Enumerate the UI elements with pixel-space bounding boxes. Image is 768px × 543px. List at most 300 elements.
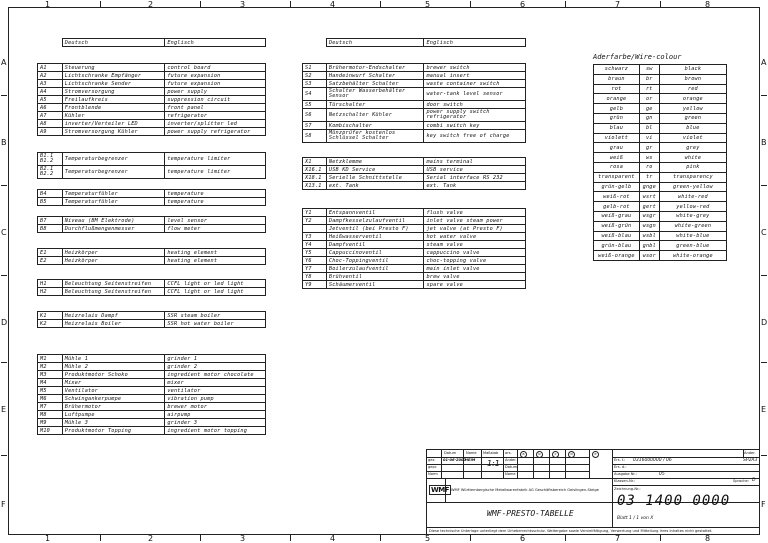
colour-code-cell: vi [639, 133, 659, 143]
row-letter: C [761, 228, 767, 237]
table-row [303, 109, 526, 122]
tb-rev-aender: Änder. [505, 458, 517, 462]
tb-ausgabe-label: Ausgabe Nr.: [614, 472, 637, 476]
english-cell: brew valve [424, 273, 526, 281]
tb-header-massstab: Maßstab [483, 451, 499, 455]
frame-tick [761, 95, 767, 96]
revision-circle: d [568, 451, 575, 458]
table-row [303, 101, 526, 109]
frame-tick [761, 185, 767, 186]
table-row [38, 288, 266, 296]
colour-code-cell: wsgr [639, 211, 659, 221]
frame-tick [200, 535, 201, 541]
english-cell: vibration pump [165, 395, 266, 403]
english-cell: ingredient motor topping [165, 427, 266, 435]
table-row [38, 198, 266, 206]
table-row [38, 419, 266, 427]
column-number-bottom: 5 [425, 534, 431, 543]
ref-code-cell: H1 [38, 280, 63, 288]
table-row [303, 122, 526, 130]
frame-tick [1, 95, 7, 96]
ref-code-cell: A9 [38, 128, 63, 136]
english-cell: heating element [165, 257, 266, 265]
frame-tick [1, 455, 7, 456]
column-number-bottom: 2 [148, 534, 154, 543]
colour-code-cell: gert [639, 202, 659, 212]
header-spacer [303, 39, 327, 47]
ref-code-cell: M2 [38, 363, 63, 371]
english-cell: jet valve (at Presto F) [424, 225, 526, 233]
colour-english-cell: yellow [659, 104, 726, 114]
colour-code-cell: wsgn [639, 221, 659, 231]
colour-english-cell: white-blue [659, 231, 726, 241]
tb-serial: SP2A3 [743, 458, 758, 463]
ref-code-cell: B7 [38, 217, 63, 225]
wire-colour-table [593, 64, 727, 261]
frame-tick [1, 362, 7, 363]
german-cell: Produktmotor Topping [62, 427, 165, 435]
table-row [38, 371, 266, 379]
colour-row [594, 162, 727, 172]
ref-code-cell: M9 [38, 419, 63, 427]
colour-german-cell: grün-blau [594, 241, 640, 251]
german-cell: Brühermotor [62, 403, 165, 411]
colour-row [594, 231, 727, 241]
german-cell: USB KD Service [326, 166, 424, 174]
frame-tick [470, 1, 471, 7]
colour-code-cell: bl [639, 123, 659, 133]
colour-code-cell: wsrt [639, 192, 659, 202]
tb-ers-d-label: Ers. d.: [614, 465, 627, 469]
table-row [303, 182, 526, 190]
table-row [38, 320, 266, 328]
header-spacer [38, 39, 63, 47]
ref-code-cell: Y6 [303, 257, 327, 265]
colour-code-cell: gr [639, 143, 659, 153]
english-cell: ingredient motor chocolate [165, 371, 266, 379]
english-cell: grinder 3 [165, 419, 266, 427]
ref-code-cell: A4 [38, 88, 63, 96]
english-cell: inlet valve steam power [424, 217, 526, 225]
ref-code-cell: S1 [303, 64, 327, 72]
column-number-top: 4 [330, 0, 336, 9]
column-number-top: 2 [148, 0, 154, 9]
colour-row [594, 84, 727, 94]
revision-circle: c [552, 451, 559, 458]
middle-component-table [302, 38, 526, 289]
german-cell: Cappuccinoventil [326, 249, 424, 257]
german-cell: Lichtschranke Empfänger [62, 72, 165, 80]
tb-rev-name: Name [505, 472, 516, 476]
ref-code-cell: M1 [38, 355, 63, 363]
table-header-row [303, 39, 526, 47]
colour-row [594, 251, 727, 261]
colour-code-cell: gn [639, 113, 659, 123]
colour-english-cell: violet [659, 133, 726, 143]
table-row [303, 273, 526, 281]
ref-code-cell: X16.1 [303, 166, 327, 174]
table-row [38, 411, 266, 419]
english-cell: door switch [424, 101, 526, 109]
frame-tick [660, 1, 661, 7]
group-spacer [38, 206, 266, 217]
ref-code-cell: M3 [38, 371, 63, 379]
ref-code-cell: X1 [303, 158, 327, 166]
colour-german-cell: weiß [594, 153, 640, 163]
tb-klasse-label: Klassen-Nr.: [614, 479, 636, 483]
colour-row [594, 182, 727, 192]
revision-circle: a [520, 451, 527, 458]
german-cell: Luftpumpe [62, 411, 165, 419]
german-cell: Münzprüfer kostenlos Schlüssel Schalter [326, 130, 424, 143]
table-row [38, 128, 266, 136]
colour-german-cell: rot [594, 84, 640, 94]
table-row [38, 64, 266, 72]
colour-german-cell: grün-gelb [594, 182, 640, 192]
german-cell: Beleuchtung Seitenstreifen [62, 288, 165, 296]
column-number-bottom: 6 [520, 534, 526, 543]
german-cell: Heizrelais Boiler [62, 320, 165, 328]
frame-tick [565, 1, 566, 7]
english-cell: temperature [165, 198, 266, 206]
frame-tick [100, 535, 101, 541]
ref-code-cell: E1 [38, 249, 63, 257]
table-row [38, 72, 266, 80]
ref-code-cell: A8 [38, 120, 63, 128]
colour-row [594, 123, 727, 133]
english-cell: water-tank level sensor [424, 88, 526, 101]
column-header: Deutsch [326, 39, 424, 47]
colour-english-cell: orange [659, 94, 726, 104]
german-cell: Durchflußmengenmesser [62, 225, 165, 233]
tb-row-gepr: gepr. [428, 465, 438, 469]
german-cell: Türschalter [326, 101, 424, 109]
colour-english-cell: red [659, 84, 726, 94]
colour-german-cell: weiß-orange [594, 251, 640, 261]
ref-code-cell: Y3 [303, 233, 327, 241]
row-letter: B [1, 138, 7, 147]
row-letter: B [761, 138, 767, 147]
english-cell: SSR steam boiler [165, 312, 266, 320]
colour-row [594, 104, 727, 114]
table-row [38, 96, 266, 104]
german-cell: Schäumerventil [326, 281, 424, 289]
colour-german-cell: rosa [594, 162, 640, 172]
colour-english-cell: brown [659, 74, 726, 84]
ref-code-cell: A6 [38, 104, 63, 112]
tb-row-norm: Norm [428, 472, 438, 476]
colour-german-cell: weiß-grau [594, 211, 640, 221]
table-row [303, 281, 526, 289]
colour-german-cell: gelb [594, 104, 640, 114]
tb-aender-label: Änder. [744, 451, 756, 455]
colour-code-cell: rt [639, 84, 659, 94]
german-cell: Temperaturfühler [62, 190, 165, 198]
english-cell: temperature [165, 190, 266, 198]
german-cell: Lichtschranke Sender [62, 80, 165, 88]
group-spacer [38, 136, 266, 153]
column-number-bottom: 3 [240, 534, 246, 543]
german-cell: Mühle 1 [62, 355, 165, 363]
frame-tick [761, 275, 767, 276]
colour-german-cell: weiß-rot [594, 192, 640, 202]
ref-code-cell: M10 [38, 427, 63, 435]
english-cell: hot water valve [424, 233, 526, 241]
tb-title: WMF-PRESTO-TABELLE [487, 509, 574, 518]
table-row [303, 257, 526, 265]
table-row [38, 257, 266, 265]
colour-english-cell: white-grey [659, 211, 726, 221]
english-cell: ext. Tank [424, 182, 526, 190]
german-cell: Jetventil (bei Presto F) [326, 225, 424, 233]
ref-code-cell: B1.1 B1.2 [38, 153, 63, 166]
column-number-bottom: 7 [615, 534, 621, 543]
ref-code-cell [303, 225, 327, 233]
english-cell: flow meter [165, 225, 266, 233]
english-cell: future expansion [165, 80, 266, 88]
frame-tick [200, 1, 201, 7]
english-cell: temperature limiter [165, 166, 266, 179]
colour-row [594, 241, 727, 251]
table-row [38, 80, 266, 88]
german-cell: Handeinwurf Schalter [326, 72, 424, 80]
english-cell: cappuccino valve [424, 249, 526, 257]
colour-english-cell: black [659, 65, 726, 75]
table-row [303, 130, 526, 143]
colour-code-cell: br [639, 74, 659, 84]
german-cell: Mixer [62, 379, 165, 387]
german-cell: Serielle Schnittstelle [326, 174, 424, 182]
ref-code-cell: E2 [38, 257, 63, 265]
ref-code-cell: Y9 [303, 281, 327, 289]
colour-row [594, 153, 727, 163]
table-row [38, 427, 266, 435]
table-row [38, 387, 266, 395]
german-cell: Temperaturbegrenzer [62, 153, 165, 166]
ref-code-cell: A7 [38, 112, 63, 120]
german-cell: Steuerung [62, 64, 165, 72]
german-cell: inverter/Verteiler LED [62, 120, 165, 128]
english-cell: main inlet valve [424, 265, 526, 273]
english-cell: temperature limiter [165, 153, 266, 166]
colour-row [594, 192, 727, 202]
tb-zeichnung-label: Zeichnung-Nr.: [614, 487, 641, 491]
german-cell: Brühventil [326, 273, 424, 281]
ref-code-cell: S8 [303, 130, 327, 143]
german-cell: Produktmotor Schoko [62, 371, 165, 379]
ref-code-cell: Y2 [303, 217, 327, 225]
colour-row [594, 94, 727, 104]
row-letter: D [1, 318, 8, 327]
german-cell: Stromversorgung [62, 88, 165, 96]
ref-code-cell: A3 [38, 80, 63, 88]
tb-drawing-number: 03 1400 0000 [617, 493, 731, 509]
english-cell: power supply refrigerator [165, 128, 266, 136]
group-spacer [303, 190, 526, 209]
german-cell: Dampfventil [326, 241, 424, 249]
ref-code-cell: S2 [303, 72, 327, 80]
german-cell: Stromversorgung Kühler [62, 128, 165, 136]
english-cell: flush valve [424, 209, 526, 217]
table-row [38, 280, 266, 288]
table-row [38, 120, 266, 128]
ref-code-cell: M5 [38, 387, 63, 395]
column-number-bottom: 1 [45, 534, 51, 543]
table-row [303, 174, 526, 182]
colour-english-cell: transparency [659, 172, 726, 182]
colour-english-cell: white-red [659, 192, 726, 202]
table-row [303, 249, 526, 257]
table-row [38, 112, 266, 120]
german-cell: Dampfkesselzulaufventil [326, 217, 424, 225]
german-cell: Netzklemme [326, 158, 424, 166]
german-cell: Heizrelais Dampf [62, 312, 165, 320]
ref-code-cell: B4 [38, 190, 63, 198]
frame-tick [1, 185, 7, 186]
german-cell: Heizkörper [62, 257, 165, 265]
table-row [38, 403, 266, 411]
ref-code-cell: Y8 [303, 273, 327, 281]
wire-colour-title: Aderfarbe/Wire-colour [593, 53, 682, 61]
ref-code-cell: B2.1 B2.2 [38, 166, 63, 179]
table-row [303, 209, 526, 217]
group-spacer [303, 143, 526, 158]
colour-code-cell: sw [639, 65, 659, 75]
colour-english-cell: yellow-red [659, 202, 726, 212]
column-number-top: 7 [615, 0, 621, 9]
frame-tick [470, 535, 471, 541]
german-cell: Schwingankerpumpe [62, 395, 165, 403]
german-cell: Freilaufkreis [62, 96, 165, 104]
english-cell: front panel [165, 104, 266, 112]
tb-sprache-label: Sprache: [733, 479, 749, 483]
ref-code-cell: Y1 [303, 209, 327, 217]
ref-code-cell: X18.1 [303, 174, 327, 182]
colour-code-cell: gnbl [639, 241, 659, 251]
german-cell: Frontblende [62, 104, 165, 112]
tb-row-gez: gez. [428, 458, 436, 462]
table-row [303, 225, 526, 233]
colour-german-cell: weiß-grün [594, 221, 640, 231]
colour-english-cell: blue [659, 123, 726, 133]
revision-circle: b [536, 451, 543, 458]
colour-german-cell: braun [594, 74, 640, 84]
tb-header-name: Name [466, 451, 477, 455]
column-number-top: 5 [425, 0, 431, 9]
ref-code-cell: S3 [303, 80, 327, 88]
ref-code-cell: Y7 [303, 265, 327, 273]
colour-english-cell: white [659, 153, 726, 163]
row-letter: F [1, 500, 6, 509]
left-component-table [37, 38, 266, 435]
colour-english-cell: green [659, 113, 726, 123]
table-row [303, 233, 526, 241]
english-cell: steam valve [424, 241, 526, 249]
ref-code-cell: A5 [38, 96, 63, 104]
tb-gez-name: HEIM [465, 458, 476, 462]
colour-row [594, 221, 727, 231]
ref-code-cell: M6 [38, 395, 63, 403]
ref-code-cell: B8 [38, 225, 63, 233]
english-cell: power supply switch refrigerator [424, 109, 526, 122]
colour-code-cell: ws [639, 153, 659, 163]
group-spacer [38, 328, 266, 355]
english-cell: airpump [165, 411, 266, 419]
row-letter: C [1, 228, 7, 237]
colour-code-cell: or [639, 94, 659, 104]
frame-tick [290, 1, 291, 7]
english-cell: heating element [165, 249, 266, 257]
row-letter: F [761, 500, 766, 509]
ref-code-cell: A1 [38, 64, 63, 72]
colour-code-cell: wsor [639, 251, 659, 261]
colour-german-cell: schwarz [594, 65, 640, 75]
frame-tick [660, 535, 661, 541]
frame-tick [761, 362, 767, 363]
german-cell: Netzschalter Kühler [326, 109, 424, 122]
table-row [303, 217, 526, 225]
german-cell: Schalter Wasserbehälter Sensor [326, 88, 424, 101]
group-spacer [38, 296, 266, 312]
german-cell: Kühler [62, 112, 165, 120]
table-row [38, 104, 266, 112]
colour-german-cell: weiß-blau [594, 231, 640, 241]
column-number-bottom: 4 [330, 534, 336, 543]
colour-german-cell: grau [594, 143, 640, 153]
table-row [38, 249, 266, 257]
group-spacer [38, 233, 266, 249]
english-cell: refrigerator [165, 112, 266, 120]
tb-header-datum: Datum [444, 451, 457, 455]
revision-circle: e [592, 451, 599, 458]
frame-tick [380, 1, 381, 7]
group-spacer [303, 47, 526, 64]
colour-german-cell: transparent [594, 172, 640, 182]
column-header: Englisch [424, 39, 526, 47]
row-letter: A [1, 58, 7, 67]
column-header: Deutsch [62, 39, 165, 47]
row-letter: A [761, 58, 767, 67]
english-cell: key switch free of charge [424, 130, 526, 143]
english-cell: CCFL light or led light [165, 280, 266, 288]
english-cell: inverter/splitter led [165, 120, 266, 128]
colour-german-cell: gelb-rot [594, 202, 640, 212]
tb-ers-f-value: 0316000000 / 06 [633, 458, 672, 463]
colour-english-cell: pink [659, 162, 726, 172]
colour-german-cell: orange [594, 94, 640, 104]
colour-row [594, 211, 727, 221]
frame-tick [290, 535, 291, 541]
table-row [38, 217, 266, 225]
german-cell: Entspannventil [326, 209, 424, 217]
german-cell: ext. Tank [326, 182, 424, 190]
table-header-row [38, 39, 266, 47]
colour-english-cell: white-green [659, 221, 726, 231]
colour-code-cell: tr [639, 172, 659, 182]
german-cell: Ventilator [62, 387, 165, 395]
column-number-top: 1 [45, 0, 51, 9]
ref-code-cell: Y4 [303, 241, 327, 249]
colour-english-cell: white-orange [659, 251, 726, 261]
table-row [303, 80, 526, 88]
wmf-logo: WMF [431, 486, 449, 494]
german-cell: Mühle 2 [62, 363, 165, 371]
english-cell: combi switch key [424, 122, 526, 130]
colour-code-cell: gnge [639, 182, 659, 192]
frame-tick [100, 1, 101, 7]
frame-tick [761, 455, 767, 456]
tb-footer-notice: Diese technische Unterlage unterliegt dem Urheberrechtsschutz. Weitergabe sowie Vervielfältigung, Verwertung und Mitteilung ihres Inhaltes nicht gestattet. [429, 529, 713, 533]
